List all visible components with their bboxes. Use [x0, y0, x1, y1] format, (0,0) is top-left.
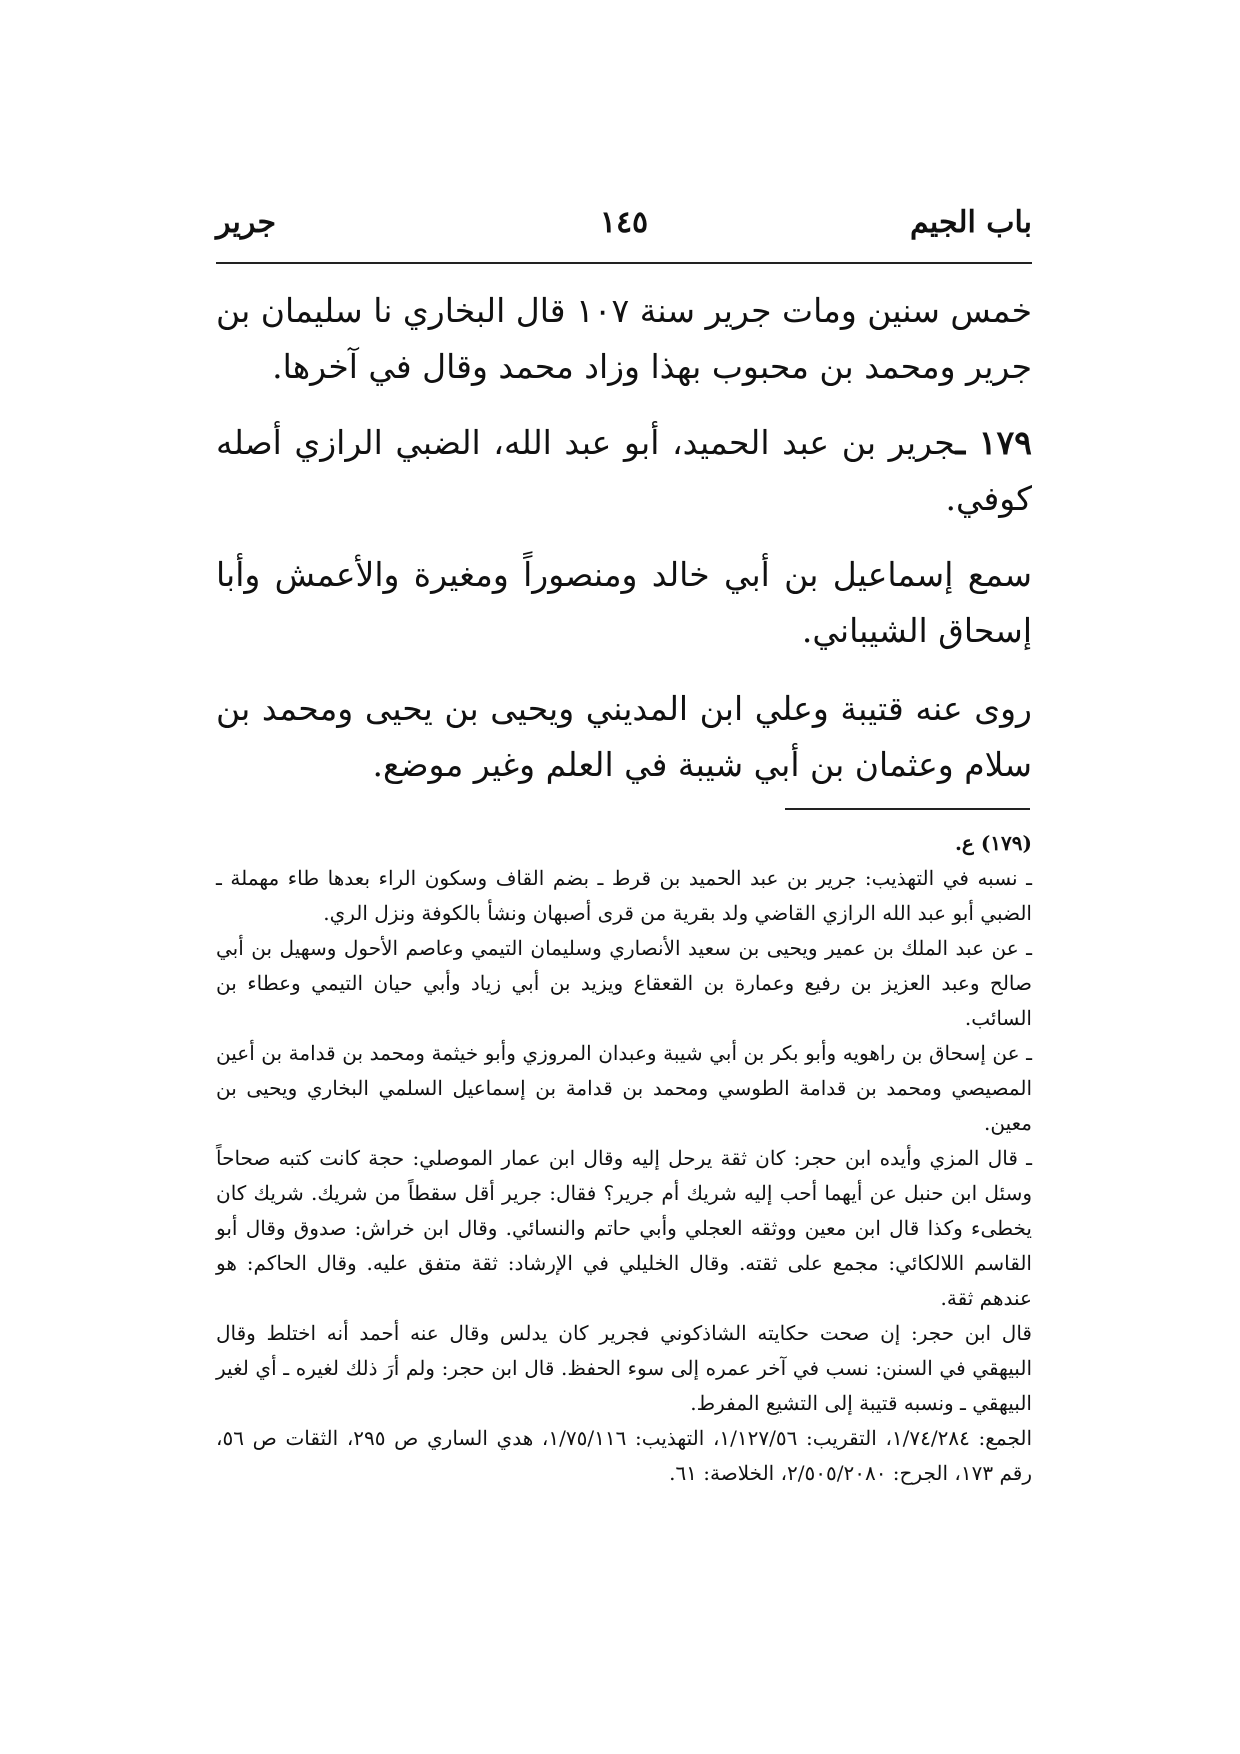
page-number: ١٤٥	[599, 205, 649, 240]
entry-paragraph	[216, 415, 1032, 527]
footnote-sources: الجمع: ١/٧٤/٢٨٤، التقريب: ١/١٢٧/٥٦، التهذيب: ١/٧٥/١١٦، هدي الساري ص ٢٩٥، الثقات ص ٥٦، رقم ١٧٣، الجرح: ٢/٥٠٥/٢٠٨٠، الخلاصة: ٦١.	[216, 1426, 1033, 1485]
entry-number: ١٧٩ ـ	[955, 423, 1032, 462]
footnote-lineage: ـ نسبه في التهذيب: جرير بن عبد الحميد بن قرط ـ بضم القاف وسكون الراء بعدها طاء مهملة ـ الضبي أبو عبد الله الرازي القاضي ولد بقرية من قرى أصبهان ونشأ بالكوفة ونزل الري.	[216, 866, 1032, 925]
footnote-grading: ـ قال المزي وأيده ابن حجر: كان ثقة يرحل إليه وقال ابن عمار الموصلي: حجة كانت كتبه صحاحاً وسئل ابن حنبل عن أيهما أحب إليه شريك أم جرير؟ فقال: جرير أقل سقطاً من شريك. شريك كان يخطىء وكذا قال ابن معين ووثقه العجلي وأبي حاتم والنسائي. وقال ابن خراش: صدوق وقال أبو القاسم اللالكائي: مجمع على ثقته. وقال الخليلي في الإرشاد: ثقة متفق عليه. وقال الحاكم: هو عندهم ثقة.	[216, 1146, 1032, 1310]
heard-from-paragraph: سمع إسماعيل بن أبي خالد ومنصوراً ومغيرة والأعمش وأبا إسحاق الشيباني.	[216, 555, 1032, 650]
entry-text: جرير بن عبد الحميد، أبو عبد الله، الضبي الرازي أصله كوفي.	[216, 423, 1032, 518]
footnote-criticism: قال ابن حجر: إن صحت حكايته الشاذكوني فجرير كان يدلس وقال عنه أحمد أنه اختلط وقال البيهقي في السنن: نسب في آخر عمره إلى سوء الحفظ. قال ابن حجر: ولم أرَ ذلك لغيره ـ أي لغير البيهقي ـ ونسبه قتيبة إلى التشيع المفرط.	[216, 1321, 1032, 1415]
header-divider	[216, 262, 1032, 264]
footnotes	[216, 826, 1032, 1491]
narrated-by-paragraph: روى عنه قتيبة وعلي ابن المديني ويحيى بن يحيى ومحمد بن سلام وعثمان بن أبي شيبة في العلم وغير موضع.	[216, 689, 1032, 784]
main-text	[216, 283, 1032, 815]
entry-name: جرير	[216, 205, 276, 240]
footnote-divider	[785, 808, 1030, 810]
running-header	[216, 205, 1032, 265]
continuation-paragraph: خمس سنين ومات جرير سنة ١٠٧ قال البخاري نا سليمان بن جرير ومحمد بن محبوب بهذا وزاد محمد وقال في آخرها.	[216, 291, 1032, 386]
footnote-students: ـ عن إسحاق بن راهويه وأبو بكر بن أبي شيبة وعبدان المروزي وأبو خيثمة ومحمد بن قدامة بن أعين المصيصي ومحمد بن قدامة الطوسي ومحمد بن قدامة بن إسماعيل السلمي البخاري ويحيى بن معين.	[216, 1041, 1033, 1135]
footnote-teachers: ـ عن عبد الملك بن عمير ويحيى بن سعيد الأنصاري وسليمان التيمي وعاصم الأحول وسهيل بن أبي صالح وعبد العزيز بن رفيع وعمارة بن القعقاع ويزيد بن أبي زياد وأبي حيان التيمي وعطاء بن السائب.	[216, 936, 1032, 1030]
footnote-reference: (١٧٩) ع.	[954, 831, 1032, 855]
chapter-title: باب الجيم	[909, 205, 1032, 240]
